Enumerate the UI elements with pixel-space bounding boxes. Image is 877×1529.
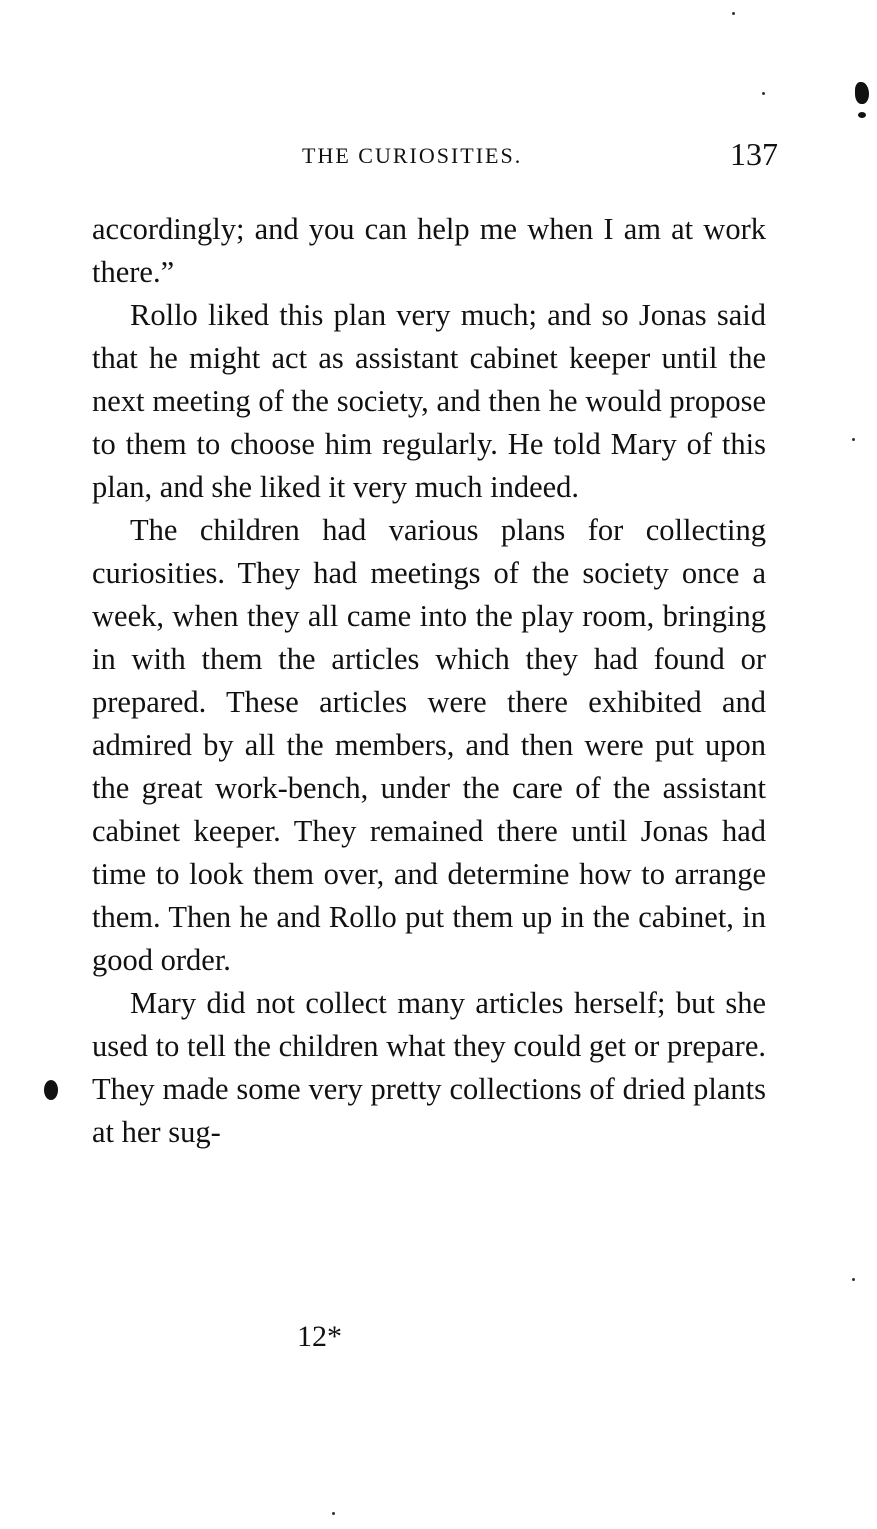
paragraph: Rollo liked this plan very much; and so Jonas said that he might act as assistant cabinet keeper until the next meeting of the society, and then he would propose to them to choose him regularly. He told Mary of this plan, and she liked it very much indeed. [92, 298, 766, 504]
ink-blot [858, 112, 866, 118]
ink-blot [855, 82, 869, 104]
body-text [92, 208, 766, 1154]
running-title: THE CURIOSITIES. [302, 143, 523, 168]
ink-speck [852, 438, 855, 441]
paragraph: The children had various plans for collecting curiosities. They had meetings of the society once a week, when they all came into the play room, bringing in with them the articles which they had found or prepared. These articles were there exhibited and admired by all the members, and then were put upon the great work-bench, under the care of the assistant cabinet keeper. They remained there until Jonas had time to look them over, and determine how to arrange them. Then he and Rollo put them up in the cabinet, in good order. [92, 513, 766, 977]
paragraph: Mary did not collect many articles herself; but she used to tell the children what they could get or prepare. They made some very pretty collections of dried plants at her sug- [92, 986, 766, 1149]
ink-speck [762, 92, 765, 95]
signature-mark: 12* [297, 1320, 342, 1353]
ink-speck [332, 1512, 335, 1515]
ink-blot [44, 1080, 58, 1100]
paragraph: accordingly; and you can help me when I am at work there.” [92, 212, 766, 289]
ink-speck [732, 12, 735, 15]
page-number: 137 [730, 136, 778, 172]
ink-speck [852, 1278, 855, 1281]
